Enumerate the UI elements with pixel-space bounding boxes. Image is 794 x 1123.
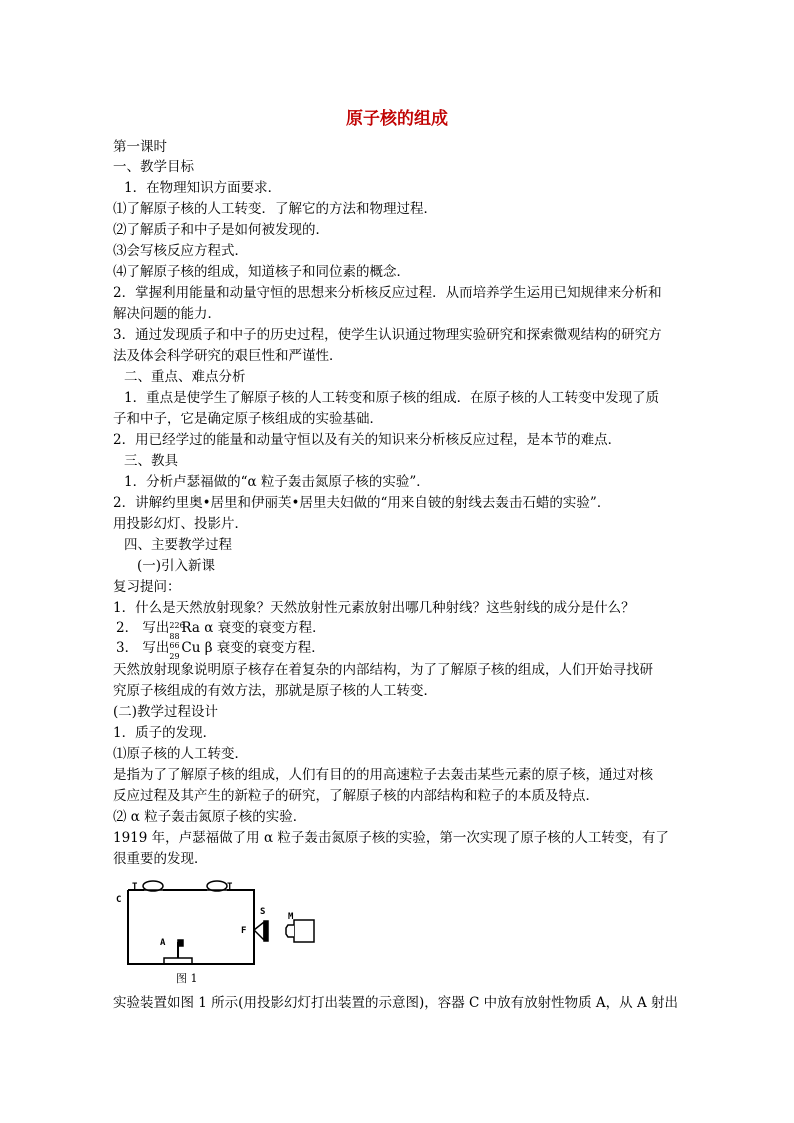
teaching-aid-item: 用投影幻灯、投影片． [113, 516, 248, 532]
review-question: 1．什么是天然放射现象？天然放射性元素放射出哪几种射线？这些射线的成分是什么？ [113, 600, 635, 616]
label-t-right: T [227, 882, 233, 892]
label-f: F [241, 926, 247, 936]
mass-number: 66 [169, 640, 180, 650]
review-label: 复习提问： [113, 579, 181, 595]
section-heading-teaching-aids: 三、教具 [124, 453, 178, 469]
isotope-notation [169, 620, 185, 641]
key-point-item-continued: 子和中子，它是确定原子核组成的实验基础． [113, 411, 383, 427]
section-heading-objectives: 一、教学目标 [113, 159, 194, 175]
objective-item-continued: 法及体会科学研究的艰巨性和严谨性． [113, 348, 343, 364]
objective-subitem: ⑶会写核反应方程式． [113, 243, 248, 259]
paragraph-line: 是指为了了解原子核的组成，人们有目的的用高速粒子去轰击某些元素的原子核，通过对核 [113, 767, 653, 783]
label-t-left: T [132, 882, 138, 892]
figure-caption: 图 1 [176, 972, 198, 985]
topic-subheading: ⑵ α 粒子轰击氮原子核的实验． [113, 809, 307, 825]
element-symbol: Cu [181, 640, 201, 656]
isotope-notation [169, 640, 181, 661]
key-point-item: 1．重点是使学生了解原子核的人工转变和原子核的组成．在原子核的人工转变中发现了质 [124, 390, 660, 406]
atomic-number: 88 [169, 631, 180, 641]
topic-heading: 1．质子的发现． [113, 725, 217, 741]
label-a: A [160, 938, 166, 948]
paragraph-line: 天然放射现象说明原子核存在着复杂的内部结构，为了了解原子核的组成，人们开始寻找研 [113, 662, 653, 678]
formula-suffix: α 衰变的衰变方程． [199, 620, 326, 636]
subsection-heading: (一)引入新课 [137, 558, 216, 574]
paragraph-line: 1919 年，卢瑟福做了用 α 粒子轰击氮原子核的实验，第一次实现了原子核的人工转变，有了 [113, 830, 669, 846]
paragraph-line: 很重要的发现． [113, 851, 208, 867]
objective-subitem: ⑵了解质子和中子是如何被发现的． [113, 222, 329, 238]
review-question-radium [116, 619, 326, 641]
atomic-number: 29 [169, 651, 180, 661]
objective-item-continued: 解决问题的能力． [113, 306, 221, 322]
label-m: M [288, 912, 294, 922]
label-c: C [116, 895, 122, 905]
document-title: 原子核的组成 [346, 109, 448, 129]
paragraph-line: 反应过程及其产生的新粒子的研究，了解原子核的内部结构和粒子的本质及特点． [113, 788, 599, 804]
section-heading-process: 四、主要教学过程 [124, 537, 232, 553]
mass-number: 226 [169, 620, 185, 630]
section-heading-key-points: 二、重点、难点分析 [124, 369, 246, 385]
objective-subitem: ⑷了解原子核的组成，知道核子和同位素的概念． [113, 264, 410, 280]
objective-item: 2．掌握利用能量和动量守恒的思想来分析核反应过程．从而培养学生运用已知规律来分析和 [113, 285, 662, 301]
key-point-item: 2．用已经学过的能量和动量守恒以及有关的知识来分析核反应过程，是本节的难点． [113, 432, 622, 448]
topic-subheading: ⑴原子核的人工转变． [113, 746, 248, 762]
objective-item: 1．在物理知识方面要求． [124, 180, 282, 196]
formula-prefix: 2． 写出 [116, 620, 170, 636]
formula-prefix: 3． 写出 [116, 640, 170, 656]
teaching-aid-item: 1．分析卢瑟福做的“α 粒子轰击氮原子核的实验”． [124, 474, 430, 490]
paragraph-line: 究原子核组成的有效方法，那就是原子核的人工转变． [113, 683, 437, 699]
lesson-label: 第一课时 [113, 139, 167, 155]
objective-item: 3．通过发现质子和中子的历史过程，使学生认识通过物理实验研究和探索微观结构的研究方 [113, 327, 662, 343]
review-question-copper [116, 639, 325, 661]
objective-subitem: ⑴了解原子核的人工转变．了解它的方法和物理过程． [113, 201, 437, 217]
formula-suffix: β 衰变的衰变方程． [200, 640, 325, 656]
teaching-aid-item: 2．讲解约里奥•居里和伊丽芙•居里夫妇做的“用来自铍的射线去轰击石蜡的实验”． [113, 495, 611, 511]
element-symbol: Ra [181, 620, 200, 636]
paragraph-line: 实验装置如图 1 所示(用投影幻灯打出装置的示意图)，容器 C 中放有放射性物质 A，从 A 射出 [113, 995, 678, 1011]
subsection-heading: (二)教学过程设计 [113, 704, 219, 720]
apparatus-diagram [114, 872, 334, 972]
label-s: S [260, 907, 266, 917]
apparatus-figure [114, 872, 334, 976]
